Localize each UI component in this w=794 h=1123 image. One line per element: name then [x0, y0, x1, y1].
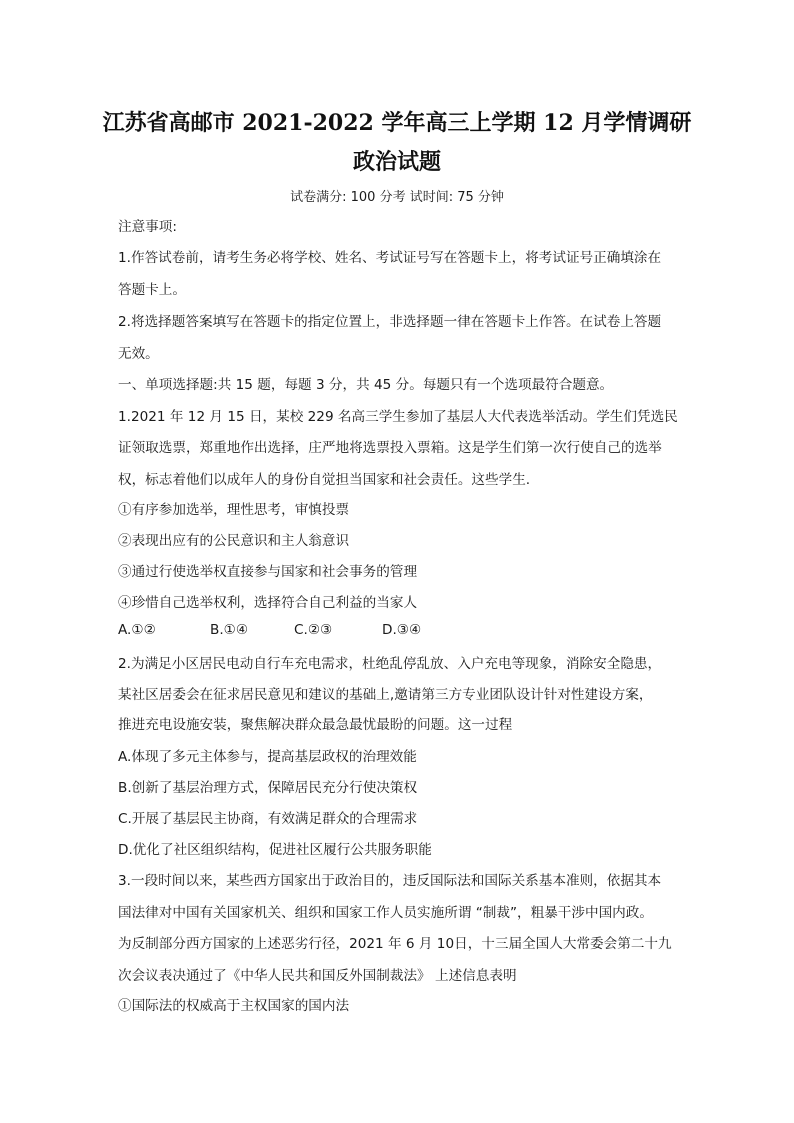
q2-stem-line: 某社区居委会在征求居民意见和建议的基础上,邀请第三方专业团队设计针对性建设方案，	[118, 687, 653, 703]
q1-option-b[interactable]: B.①④	[210, 622, 249, 638]
notice-line: 答题卡上。	[118, 282, 186, 298]
q1-stem-line: 1.2021 年 12 月 15 日，某校 229 名高三学生参加了基层人大代表选举活动。学生们凭选民	[118, 409, 678, 425]
q2-stem-line: 2.为满足小区居民电动自行车充电需求，杜绝乱停乱放、入户充电等现象，消除安全隐患，	[118, 656, 662, 672]
q1-item: ③通过行使选举权直接参与国家和社会事务的管理	[118, 564, 418, 580]
q1-stem-line: 权，标志着他们以成年人的身份自觉担当国家和社会责任。这些学生.	[118, 472, 531, 488]
q2-stem-line: 推进充电设施安装，聚焦解决群众最急最忧最盼的问题。这一过程	[118, 717, 513, 733]
q1-stem-line: 证领取选票，郑重地作出选择，庄严地将选票投入票箱。这是学生们第一次行使自己的选举	[118, 440, 662, 456]
q3-stem-line: 3.一段时间以来，某些西方国家出于政治目的，违反国际法和国际关系基本准则，依据其本	[118, 873, 662, 889]
q1-item: ④珍惜自己选举权利，选择符合自己利益的当家人	[118, 595, 418, 611]
q1-item: ②表现出应有的公民意识和主人翁意识	[118, 533, 350, 549]
q1-option-d[interactable]: D.③④	[382, 622, 422, 638]
notice-line: 无效。	[118, 346, 159, 362]
q1-option-c[interactable]: C.②③	[294, 622, 333, 638]
q2-option-c[interactable]: C.开展了基层民主协商，有效满足群众的合理需求	[118, 811, 418, 827]
exam-subject: 政治试题	[352, 149, 441, 175]
notice-heading: 注意事项:	[118, 219, 177, 235]
q2-option-d[interactable]: D.优化了社区组织结构，促进社区履行公共服务职能	[118, 842, 432, 858]
section-heading: 一、单项选择题:共 15 题，每题 3 分，共 45 分。每题只有一个选项最符合题意。	[118, 377, 614, 393]
q1-option-a[interactable]: A.①②	[118, 622, 156, 638]
notice-line: 1.作答试卷前，请考生务必将学校、姓名、考试证号写在答题卡上，将考试证号正确填涂在	[118, 250, 662, 266]
exam-title: 江苏省高邮市 2021-2022 学年高三上学期 12 月学情调研	[102, 110, 692, 136]
q2-option-b[interactable]: B.创新了基层治理方式，保障居民充分行使决策权	[118, 780, 418, 796]
notice-line: 2.将选择题答案填写在答题卡的指定位置上，非选择题一律在答题卡上作答。在试卷上答题	[118, 314, 662, 330]
q1-options	[118, 622, 421, 638]
q3-stem-line: 国法律对中国有关国家机关、组织和国家工作人员实施所谓 “制裁”，粗暴干涉中国内政。	[118, 905, 653, 921]
exam-info: 试卷满分: 100 分考 试时间: 75 分钟	[290, 190, 504, 205]
q3-stem-line: 次会议表决通过了《中华人民共和国反外国制裁法》 上述信息表明	[118, 968, 517, 984]
q2-option-a[interactable]: A.体现了多元主体参与，提高基层政权的治理效能	[118, 749, 417, 765]
q3-stem-line: 为反制部分西方国家的上述恶劣行径，2021 年 6 月 10日，十三届全国人大常委会第二十九	[118, 936, 672, 952]
q1-item: ①有序参加选举，理性思考，审慎投票	[118, 502, 350, 518]
q3-item: ①国际法的权威高于主权国家的国内法	[118, 998, 350, 1014]
